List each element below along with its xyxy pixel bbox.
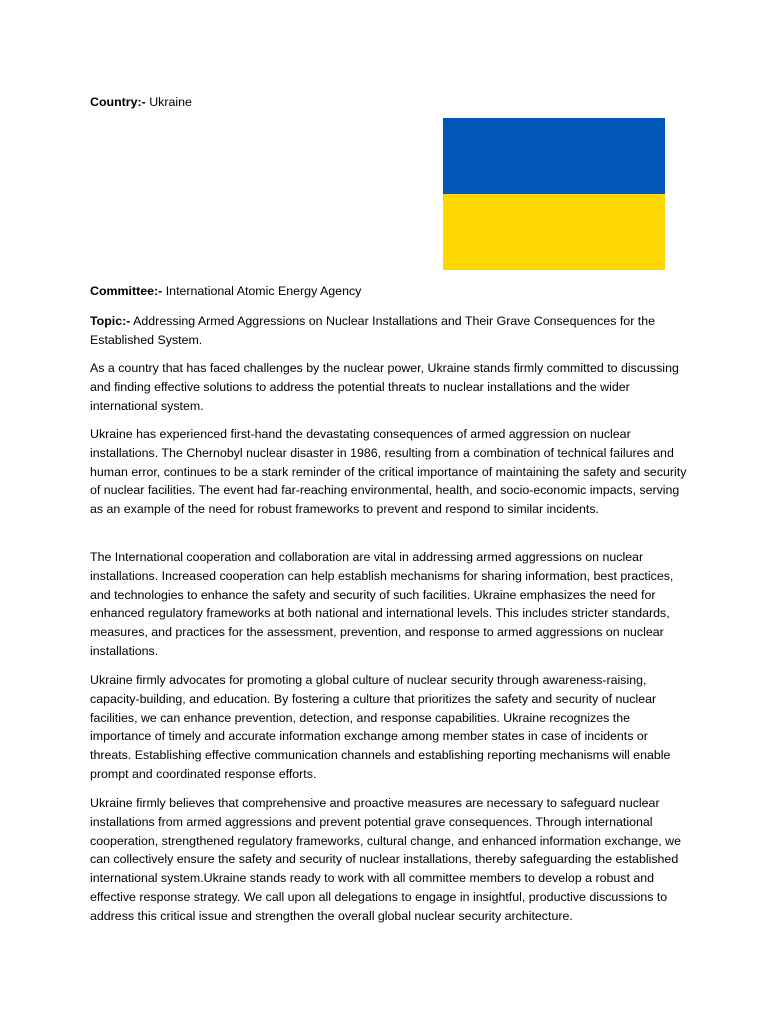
paragraph-chernobyl: Ukraine has experienced first-hand the devastating consequences of armed aggression on nuclear installations. The Chernobyl nuclear disaster in 1986, resulting from a combination of technical failures and human error, continues to be a stark reminder of the critical importance of maintaining the safety and security of nuclear facilities. The event had far-reaching environmental, health, and socio-economic impacts, serving as an example of the need for robust frameworks to prevent and respond to similar incidents. [90, 427, 687, 517]
paragraph-intro: As a country that has faced challenges by the nuclear power, Ukraine stands firmly committed to discussing and finding effective solutions to address the potential threats to nuclear installations and the wider international system. [90, 361, 679, 413]
flag-yellow-stripe [443, 194, 665, 270]
paragraph-cooperation: The International cooperation and collaboration are vital in addressing armed aggressions on nuclear installations. Increased cooperation can help establish mechanisms for sharing information, best practices, and technologies to enhance the safety and security of such facilities. Ukraine emphasizes the need for enhanced regulatory frameworks at both national and international levels. This includes stricter standards, measures, and practices for the assessment, prevention, and response to armed aggressions on nuclear installations. [90, 550, 674, 658]
topic-value: Addressing Armed Aggressions on Nuclear Installations and Their Grave Consequences for the Established System. [90, 314, 655, 347]
paragraph-conclusion: Ukraine firmly believes that comprehensive and proactive measures are necessary to safeguard nuclear installations from armed aggressions and prevent potential grave consequences. Through international cooperation, strengthened regulatory frameworks, cultural change, and enhanced information exchange, we can collectively ensure the safety and security of nuclear installations, thereby safeguarding the established international system.Ukraine stands ready to work with all committee members to develop a robust and effective response strategy. We call upon all delegations to engage in insightful, productive discussions to address this critical issue and strengthen the overall global nuclear security architecture. [90, 796, 681, 923]
flag-blue-stripe [443, 118, 665, 194]
committee-label: Committee:- [90, 284, 163, 298]
country-value: Ukraine [149, 95, 192, 109]
paragraph-security-culture: Ukraine firmly advocates for promoting a global culture of nuclear security through awareness-raising, capacity-building, and education. By fostering a culture that prioritizes the safety and security of nuclear facilities, we can enhance prevention, detection, and response capabilities. Ukraine recognizes the importance of timely and accurate information exchange among member states in case of incidents or threats. Establishing effective communication channels and establishing reporting mechanisms will enable prompt and coordinated response efforts. [90, 673, 671, 781]
country-label: Country:- [90, 95, 146, 109]
ukraine-flag-image [443, 118, 665, 270]
topic-line [90, 312, 690, 350]
topic-label: Topic:- [90, 314, 131, 328]
country-line [90, 93, 192, 112]
committee-value: International Atomic Energy Agency [165, 284, 362, 298]
committee-line [90, 282, 361, 301]
